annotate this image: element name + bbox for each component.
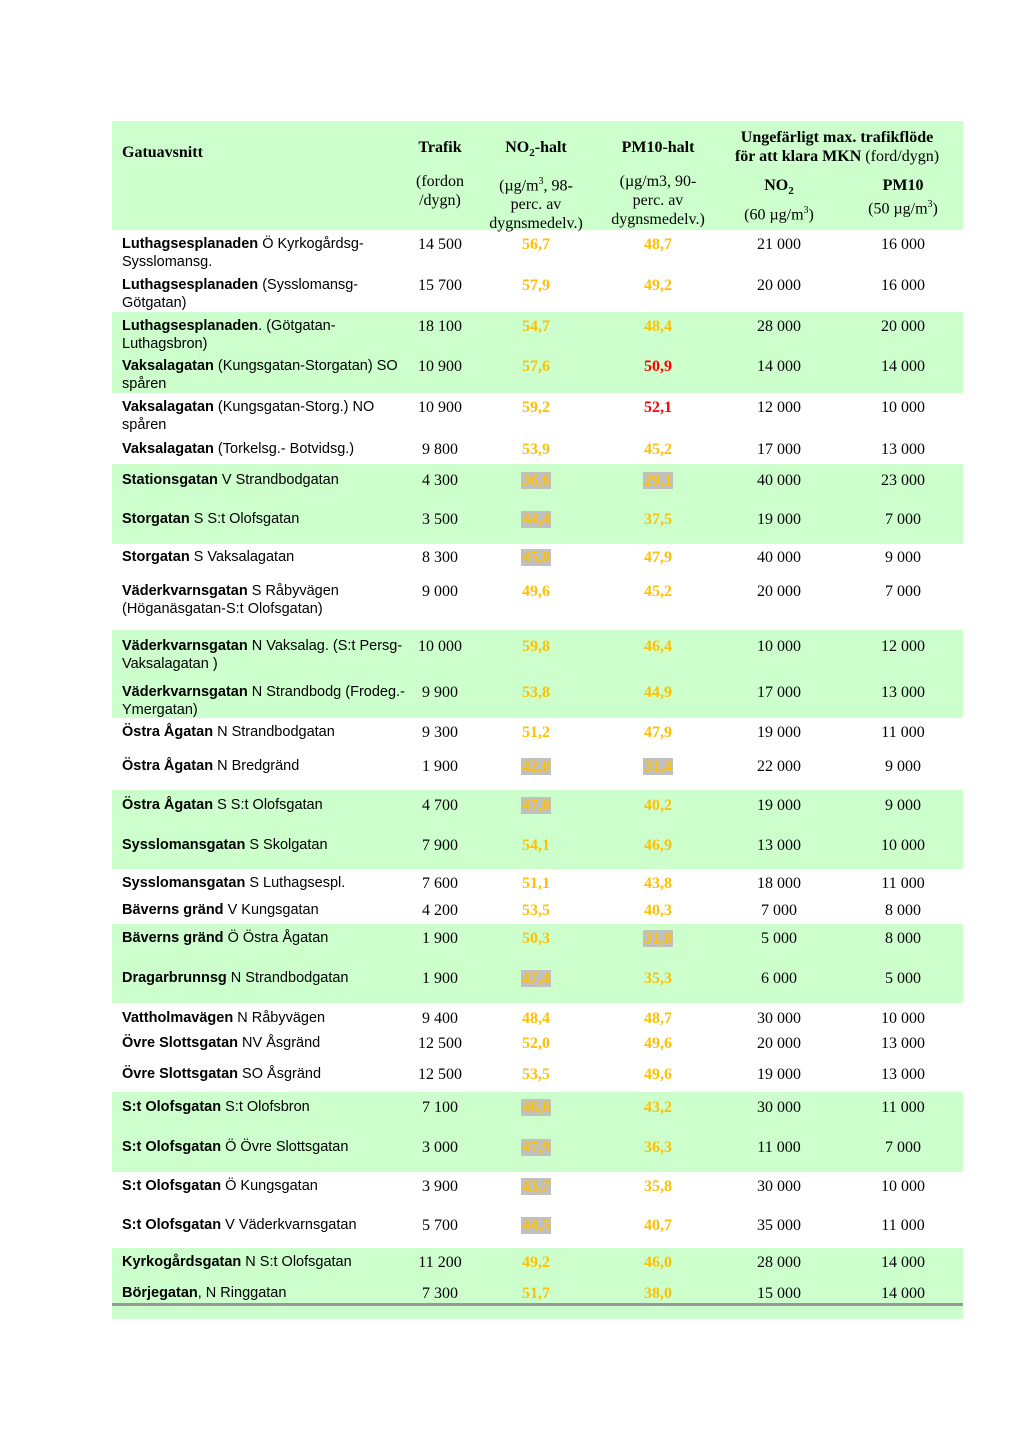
street-cell [122,637,407,673]
table-row [112,504,963,544]
street-cell [122,1065,407,1083]
max-flow-no2-value: 7 000 [761,902,797,919]
table-row [112,1172,963,1211]
pm10-value: 46,4 [644,638,672,655]
pm10-value: 35,8 [644,1178,672,1195]
max-flow-no2-value: 28 000 [757,1254,801,1271]
street-segment: (Kungsgatan-Storgatan) SO spåren [122,358,398,392]
street-cell [122,1098,407,1116]
table-row [112,1030,963,1061]
traffic-value: 7 600 [422,875,458,892]
pm10-value: 47,9 [644,549,672,566]
no2-value: 56,7 [522,236,550,253]
pm10-value: 40,2 [644,797,672,814]
max-flow-pm10-value: 10 000 [881,837,925,854]
street-cell [122,276,407,312]
traffic-value: 1 900 [422,930,458,947]
street-segment: Ö Kungsgatan [221,1178,318,1194]
pm10-value: 40,3 [644,902,672,919]
max-flow-pm10-value: 11 000 [881,1217,925,1234]
street-segment: . (Götgatan-Luthagsbron) [122,318,336,352]
table-row [112,353,963,393]
max-flow-pm10-value: 7 000 [885,583,921,600]
no2-value: 51,7 [522,1285,550,1302]
no2-value: 49,6 [522,583,550,600]
traffic-value: 10 000 [418,638,462,655]
pm10-value: 46,9 [644,837,672,854]
street-segment: N Bredgränd [213,758,300,774]
no2-value: 36,6 [522,472,550,489]
header-traffic: Trafik [418,139,462,156]
street-name: Luthagsesplanaden [122,318,259,334]
table-row [112,1092,963,1132]
street-segment: S Vaksalagatan [189,549,295,565]
pm10-value: 45,2 [644,583,672,600]
pm10-value: 31,4 [644,758,672,775]
no2-value: 48,4 [522,1010,550,1027]
street-segment: N S:t Olofsgatan [241,1254,352,1270]
table-body [112,230,963,1319]
max-flow-pm10-value: 8 000 [885,902,921,919]
street-segment: S Råbyvägen (Höganäsgatan-S:t Olofsgatan) [122,583,339,617]
max-flow-no2-value: 19 000 [757,797,801,814]
no2-value: 54,1 [522,837,550,854]
max-flow-no2-value: 21 000 [757,236,801,253]
max-flow-no2-value: 5 000 [761,930,797,947]
street-name: S:t Olofsgatan [122,1217,222,1233]
street-segment: S S:t Olofsgatan [189,511,300,527]
no2-value: 51,1 [522,875,550,892]
street-cell [122,757,407,775]
traffic-value: 18 100 [418,318,462,335]
traffic-value: 4 300 [422,472,458,489]
table-row [112,271,963,312]
header-pm10-unit: (µg/m3, 90- perc. av dygnsmedelv.) [611,173,705,228]
max-flow-no2-value: 20 000 [757,583,801,600]
max-flow-pm10-value: 5 000 [885,970,921,987]
no2-value: 47,4 [522,970,550,987]
max-flow-pm10-value: 11 000 [881,1099,925,1116]
pm10-value: 46,0 [644,1254,672,1271]
street-name: Östra Ågatan [122,797,214,813]
street-segment: , N Ringgatan [197,1285,287,1301]
max-flow-no2-value: 30 000 [757,1099,801,1116]
table-row [112,1248,963,1279]
max-flow-pm10-value: 10 000 [881,1178,925,1195]
max-flow-no2-value: 19 000 [757,1066,801,1083]
no2-value: 52,0 [522,1035,550,1052]
no2-value: 49,2 [522,1254,550,1271]
max-flow-pm10-value: 11 000 [881,875,925,892]
max-flow-no2-value: 19 000 [757,724,801,741]
street-cell [122,1177,407,1195]
traffic-value: 7 300 [422,1285,458,1302]
street-cell [122,836,407,854]
traffic-value: 11 200 [418,1254,462,1271]
street-name: S:t Olofsgatan [122,1139,222,1155]
traffic-value: 10 900 [418,399,462,416]
pm10-value: 45,2 [644,441,672,458]
street-name: Övre Slottsgatan [122,1066,239,1082]
pm10-value: 40,7 [644,1217,672,1234]
traffic-value: 4 700 [422,797,458,814]
no2-value: 47,9 [522,1139,550,1156]
street-segment: N Strandbodgatan [226,970,349,986]
table-header [112,121,963,233]
max-flow-pm10-value: 13 000 [881,684,925,701]
max-flow-pm10-value: 9 000 [885,797,921,814]
traffic-value: 7 100 [422,1099,458,1116]
max-flow-no2-value: 19 000 [757,511,801,528]
max-flow-pm10-value: 11 000 [881,724,925,741]
street-cell [122,683,407,719]
max-flow-no2-value: 17 000 [757,441,801,458]
table-row [112,678,963,718]
table-row [112,718,963,750]
street-cell [122,1138,407,1156]
street-name: Väderkvarnsgatan [122,684,248,700]
traffic-value: 4 200 [422,902,458,919]
no2-value: 45,0 [522,549,550,566]
street-cell [122,1009,407,1027]
pm10-value: 29,1 [644,472,672,489]
no2-value: 59,8 [522,638,550,655]
street-segment: N Råbyvägen [233,1010,326,1026]
street-name: Luthagsesplanaden [122,277,259,293]
street-cell [122,317,407,353]
pm10-value: 31,8 [644,930,672,947]
max-flow-pm10-value: 13 000 [881,441,925,458]
no2-value: 50,3 [522,930,550,947]
street-cell [122,548,407,566]
street-segment: SO Åsgränd [238,1066,322,1082]
pm10-value: 49,2 [644,277,672,294]
traffic-value: 12 500 [418,1066,462,1083]
header-max-no2: $NO_2$ (60 $\mu g/m^3$) [744,177,814,224]
street-cell [122,440,407,458]
table-row [112,1003,963,1030]
street-segment: (Sysslomansg-Götgatan) [122,277,359,311]
traffic-value: 9 400 [422,1010,458,1027]
max-flow-no2-value: 35 000 [757,1217,801,1234]
max-flow-pm10-value: 14 000 [881,1285,925,1302]
street-name: Sysslomansgatan [122,837,246,853]
street-name: Östra Ågatan [122,724,214,740]
traffic-value: 3 900 [422,1178,458,1195]
table-row [112,464,963,504]
max-flow-no2-value: 30 000 [757,1178,801,1195]
max-flow-pm10-value: 14 000 [881,1254,925,1271]
street-name: Östra Ågatan [122,758,214,774]
street-name: S:t Olofsgatan [122,1099,222,1115]
table-row [112,1279,963,1319]
table-row [112,750,963,790]
max-flow-no2-value: 30 000 [757,1010,801,1027]
street-cell [122,357,407,393]
pm10-value: 49,6 [644,1035,672,1052]
traffic-value: 9 900 [422,684,458,701]
table-row [112,1061,963,1092]
pm10-value: 50,9 [644,358,672,375]
pm10-value: 52,1 [644,399,672,416]
no2-value: 57,9 [522,277,550,294]
pm10-value: 49,6 [644,1066,672,1083]
max-flow-no2-value: 20 000 [757,1035,801,1052]
street-cell [122,1253,407,1271]
no2-value: 46,6 [522,1099,550,1116]
traffic-value: 10 900 [418,358,462,375]
street-name: Luthagsesplanaden [122,236,259,252]
max-flow-no2-value: 40 000 [757,472,801,489]
table-row [112,312,963,353]
street-segment: V Strandbodgatan [217,472,339,488]
max-flow-no2-value: 20 000 [757,277,801,294]
table-row [112,1132,963,1172]
table-row [112,898,963,924]
street-name: Bäverns gränd [122,930,224,946]
max-flow-pm10-value: 13 000 [881,1066,925,1083]
traffic-value: 9 300 [422,724,458,741]
no2-value: 54,7 [522,318,550,335]
no2-value: 44,4 [522,511,550,528]
street-name: Kyrkogårdsgatan [122,1254,242,1270]
street-cell [122,398,407,434]
street-cell [122,235,407,271]
traffic-value: 3 000 [422,1139,458,1156]
no2-value: 53,8 [522,684,550,701]
traffic-value: 5 700 [422,1217,458,1234]
table-row [112,230,963,271]
traffic-value: 1 900 [422,758,458,775]
max-flow-no2-value: 13 000 [757,837,801,854]
traffic-value: 9 800 [422,441,458,458]
table-row [112,964,963,1003]
street-name: Sysslomansgatan [122,875,246,891]
street-name: Övre Slottsgatan [122,1035,239,1051]
max-flow-no2-value: 40 000 [757,549,801,566]
no2-value: 51,2 [522,724,550,741]
max-flow-no2-value: 6 000 [761,970,797,987]
max-flow-pm10-value: 9 000 [885,758,921,775]
table-row [112,434,963,464]
pm10-value: 48,7 [644,1010,672,1027]
street-name: Stationsgatan [122,472,218,488]
street-cell [122,582,407,618]
street-name: Börjegatan [122,1285,198,1301]
max-flow-pm10-value: 7 000 [885,511,921,528]
street-name: S:t Olofsgatan [122,1178,222,1194]
table-row [112,924,963,964]
street-cell [122,969,407,987]
traffic-value: 14 500 [418,236,462,253]
table-row [112,869,963,898]
street-cell [122,510,407,528]
street-segment: S S:t Olofsgatan [213,797,323,813]
traffic-value: 3 500 [422,511,458,528]
max-flow-no2-value: 12 000 [757,399,801,416]
traffic-table [112,121,963,1319]
street-segment: S:t Olofsbron [221,1099,310,1115]
street-name: Bäverns gränd [122,902,224,918]
street-name: Storgatan [122,549,190,565]
pm10-value: 38,0 [644,1285,672,1302]
no2-value: 43,7 [522,1178,550,1195]
max-flow-no2-value: 14 000 [757,358,801,375]
street-cell [122,901,407,919]
table-row [112,1211,963,1248]
header-street: Gatuavsnitt [122,144,203,161]
street-segment: N Strandbodg (Frodeg.- Ymergatan) [122,684,405,718]
max-flow-pm10-value: 12 000 [881,638,925,655]
street-segment: (Torkelsg.- Botvidsg.) [213,441,355,457]
street-cell [122,1034,407,1052]
table-row [112,830,963,869]
no2-value: 53,9 [522,441,550,458]
table-row [112,790,963,830]
street-segment: Ö Östra Ågatan [223,930,329,946]
street-name: Dragarbrunnsg [122,970,227,986]
traffic-value: 8 300 [422,549,458,566]
pm10-value: 48,7 [644,236,672,253]
traffic-value: 15 700 [418,277,462,294]
no2-value: 44,5 [522,1217,550,1234]
max-flow-pm10-value: 8 000 [885,930,921,947]
max-flow-pm10-value: 10 000 [881,1010,925,1027]
header-max-pm10: PM10 (50 $\mu g/m^3$) [868,177,938,218]
street-segment: Ö Kyrkogårdsg-Sysslomansg. [122,236,364,270]
pm10-value: 43,8 [644,875,672,892]
street-cell [122,929,407,947]
max-flow-pm10-value: 16 000 [881,277,925,294]
header-pm10: PM10-halt [621,139,695,156]
street-cell [122,874,407,892]
street-segment: N Vaksalag. (S:t Persg- Vaksalagatan ) [122,638,403,672]
street-name: Väderkvarnsgatan [122,638,248,654]
street-segment: (Kungsgatan-Storg.) NO spåren [122,399,375,433]
no2-value: 59,2 [522,399,550,416]
no2-value: 57,6 [522,358,550,375]
street-segment: NV Åsgränd [238,1035,321,1051]
street-name: Vaksalagatan [122,399,214,415]
traffic-value: 12 500 [418,1035,462,1052]
max-flow-no2-value: 28 000 [757,318,801,335]
max-flow-no2-value: 17 000 [757,684,801,701]
max-flow-no2-value: 10 000 [757,638,801,655]
pm10-value: 37,5 [644,511,672,528]
street-name: Storgatan [122,511,190,527]
table-bottom-rule [112,1303,963,1306]
table-row [112,393,963,434]
street-name: Vaksalagatan [122,358,214,374]
max-flow-pm10-value: 13 000 [881,1035,925,1052]
street-cell [122,471,407,489]
street-cell [122,1284,407,1302]
max-flow-pm10-value: 9 000 [885,549,921,566]
max-flow-no2-value: 11 000 [757,1139,801,1156]
max-flow-pm10-value: 7 000 [885,1139,921,1156]
no2-value: 42,0 [522,758,550,775]
header-max-flow: Ungefärligt max. trafikflöde för att klara MKN (ford/dygn) [734,129,940,165]
max-flow-pm10-value: 14 000 [881,358,925,375]
pm10-value: 35,3 [644,970,672,987]
max-flow-pm10-value: 20 000 [881,318,925,335]
no2-value: 53,5 [522,902,550,919]
street-name: Vaksalagatan [122,441,214,457]
street-cell [122,1216,407,1234]
no2-value: 47,6 [522,797,550,814]
street-name: Väderkvarnsgatan [122,583,248,599]
header-no2-unit: ($\mu g/m^3$, 98- perc. av dygnsmedelv.) [489,176,583,233]
street-segment: Ö Övre Slottsgatan [221,1139,349,1155]
max-flow-pm10-value: 10 000 [881,399,925,416]
traffic-value: 9 000 [422,583,458,600]
max-flow-no2-value: 18 000 [757,875,801,892]
header-no2: $NO_2$-halt [505,139,567,160]
street-cell [122,796,407,814]
table-row [112,544,963,577]
street-segment: S Luthagsespl. [245,875,346,891]
street-segment: S Skolgatan [245,837,328,853]
street-name: Vattholmavägen [122,1010,234,1026]
traffic-value: 1 900 [422,970,458,987]
traffic-value: 7 900 [422,837,458,854]
table-row [112,630,963,678]
table-row [112,577,963,630]
pm10-value: 47,9 [644,724,672,741]
street-segment: N Strandbodgatan [213,724,335,740]
max-flow-pm10-value: 16 000 [881,236,925,253]
max-flow-pm10-value: 23 000 [881,472,925,489]
street-segment: V Väderkvarnsgatan [221,1217,357,1233]
pm10-value: 48,4 [644,318,672,335]
pm10-value: 43,2 [644,1099,672,1116]
header-traffic-unit: (fordon /dygn) [416,173,464,209]
max-flow-no2-value: 15 000 [757,1285,801,1302]
street-segment: V Kungsgatan [223,902,319,918]
pm10-value: 36,3 [644,1139,672,1156]
pm10-value: 44,9 [644,684,672,701]
no2-value: 53,5 [522,1066,550,1083]
max-flow-no2-value: 22 000 [757,758,801,775]
street-cell [122,723,407,741]
